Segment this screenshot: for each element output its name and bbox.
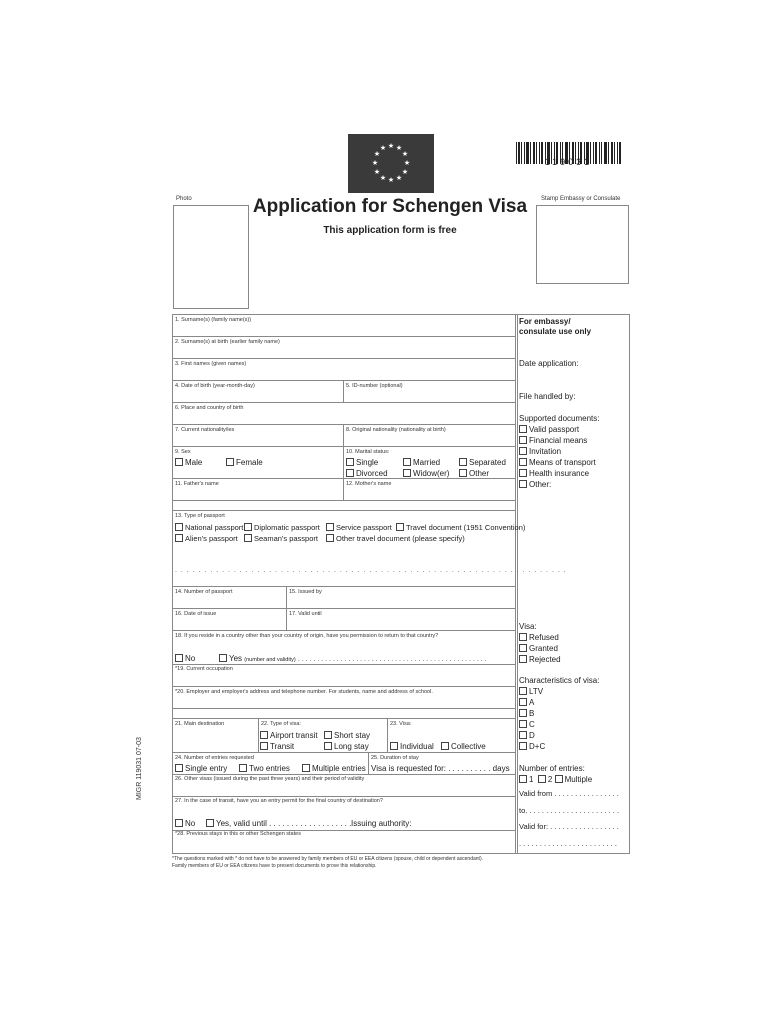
- barcode-number: 119031: [544, 157, 593, 167]
- side-date-application: Date application:: [519, 359, 579, 368]
- checkbox-icon[interactable]: [244, 523, 252, 531]
- passport-alien-option[interactable]: Alien's passport: [175, 534, 238, 543]
- field-26-label: 26. Other visas (issued during the past three years) and their period of validity: [175, 776, 365, 782]
- field-9-label: 9. Sex: [175, 449, 191, 455]
- side-entries-options[interactable]: 1 2 Multiple: [519, 775, 592, 784]
- checkbox-icon[interactable]: [175, 764, 183, 772]
- field-1-label: 1. Surname(s) (family name(s)): [175, 317, 252, 323]
- field-24-label: 24. Number of entries requested: [175, 755, 254, 761]
- photo-label: Photo: [176, 196, 192, 202]
- eu-flag: [348, 134, 434, 193]
- visa-short-stay-option[interactable]: Short stay: [324, 731, 370, 740]
- checkbox-icon[interactable]: [175, 819, 183, 827]
- side-valid-passport[interactable]: Valid passport: [519, 425, 579, 434]
- svg-text:★: ★: [371, 159, 379, 167]
- passport-seaman-option[interactable]: Seaman's passport: [244, 534, 318, 543]
- photo-box: [173, 205, 249, 309]
- side-type-dc[interactable]: D+C: [519, 742, 545, 751]
- page-subtitle: This application form is free: [323, 225, 457, 236]
- side-means-transport[interactable]: Means of transport: [519, 458, 596, 467]
- checkbox-icon[interactable]: [260, 731, 268, 739]
- entries-multiple-option[interactable]: Multiple entries: [302, 764, 366, 773]
- checkbox-icon[interactable]: [302, 764, 310, 772]
- stamp-label: Stamp Embassy or Consulate: [541, 196, 621, 202]
- field-18-label: 18. If you reside in a country other than your country of origin, have you permission to return to that country?: [175, 633, 439, 639]
- checkbox-icon[interactable]: [441, 742, 449, 750]
- side-number-entries: Number of entries:: [519, 764, 585, 773]
- marital-divorced-option[interactable]: Divorced: [346, 469, 388, 478]
- side-dots[interactable]: . . . . . . . . . . . . . . . . . . . . . . . .: [519, 839, 617, 848]
- svg-text:★: ★: [395, 174, 403, 182]
- checkbox-icon[interactable]: [403, 458, 411, 466]
- side-type-a[interactable]: A: [519, 698, 534, 707]
- stamp-box: [536, 205, 629, 284]
- field-11-label: 11. Father's name: [175, 481, 219, 487]
- field-17-label: 17. Valid until: [289, 611, 322, 617]
- svg-text:★: ★: [401, 168, 409, 176]
- checkbox-icon[interactable]: [538, 775, 546, 783]
- checkbox-icon[interactable]: [346, 458, 354, 466]
- entry-permit-yes-option[interactable]: Yes, valid until . . . . . . . . . . . . . . . . . . . .: [206, 819, 356, 828]
- page-title: Application for Schengen Visa: [252, 196, 528, 217]
- field-25-label: 25. Duration of stay: [371, 755, 419, 761]
- svg-text:★: ★: [395, 144, 403, 152]
- checkbox-icon[interactable]: [519, 469, 527, 477]
- marital-other-option[interactable]: Other: [459, 469, 489, 478]
- checkbox-icon[interactable]: [519, 480, 527, 488]
- visa-collective-option[interactable]: Collective: [441, 742, 486, 751]
- sex-female-option[interactable]: Female: [226, 458, 263, 467]
- checkbox-icon[interactable]: [396, 523, 404, 531]
- svg-text:★: ★: [373, 168, 381, 176]
- marital-married-option[interactable]: Married: [403, 458, 440, 467]
- checkbox-icon[interactable]: [219, 654, 227, 662]
- checkbox-icon[interactable]: [519, 775, 527, 783]
- marital-single-option[interactable]: Single: [346, 458, 378, 467]
- passport-other-dotline[interactable]: . . . . . . . . . . . . . . . . . . . . . . . . . . . . . . . . . . . . . . . . . . . . . . . . . . . . . . . . . . . . . . . . . . .: [175, 567, 567, 574]
- passport-diplomatic-option[interactable]: Diplomatic passport: [244, 523, 320, 532]
- marital-widow-option[interactable]: Widow(er): [403, 469, 449, 478]
- field-6-label: 6. Place and country of birth: [175, 405, 244, 411]
- field-3-label: 3. First names (given names): [175, 361, 247, 367]
- side-financial-means[interactable]: Financial means: [519, 436, 587, 445]
- visa-transit-option[interactable]: Transit: [260, 742, 294, 751]
- side-type-d[interactable]: D: [519, 731, 535, 740]
- field-16-label: 16. Date of issue: [175, 611, 217, 617]
- checkbox-icon[interactable]: [519, 709, 527, 717]
- side-to[interactable]: to. . . . . . . . . . . . . . . . . . . . . . .: [519, 806, 620, 815]
- visa-long-stay-option[interactable]: Long stay: [324, 742, 369, 751]
- field-13-label: 13. Type of passport: [175, 513, 225, 519]
- marital-separated-option[interactable]: Separated: [459, 458, 506, 467]
- checkbox-icon[interactable]: [519, 458, 527, 466]
- checkbox-icon[interactable]: [519, 436, 527, 444]
- field-12-label: 12. Mother's name: [346, 481, 392, 487]
- checkbox-icon[interactable]: [324, 742, 332, 750]
- checkbox-icon[interactable]: [403, 469, 411, 477]
- svg-text:★: ★: [403, 159, 411, 167]
- side-valid-for[interactable]: Valid for: . . . . . . . . . . . . . . . . .: [519, 822, 619, 831]
- checkbox-icon[interactable]: [324, 731, 332, 739]
- svg-text:★: ★: [387, 176, 395, 184]
- passport-travel-doc-option[interactable]: Travel document (1951 Convention): [396, 523, 525, 532]
- side-refused[interactable]: Refused: [519, 633, 559, 642]
- side-visa: Visa:: [519, 622, 537, 631]
- svg-text:★: ★: [387, 142, 395, 150]
- field-15-label: 15. Issued by: [289, 589, 322, 595]
- field-22-label: 22. Type of visa:: [261, 721, 301, 727]
- checkbox-icon[interactable]: [519, 742, 527, 750]
- passport-national-option[interactable]: National passport: [175, 523, 243, 532]
- checkbox-icon[interactable]: [555, 775, 563, 783]
- return-no-option[interactable]: No: [175, 654, 195, 663]
- checkbox-icon[interactable]: [519, 655, 527, 663]
- checkbox-icon[interactable]: [519, 720, 527, 728]
- checkbox-icon[interactable]: [226, 458, 234, 466]
- footer-line-2: Family members of EU or EEA citizens have to present documents to prove this relationship.: [172, 863, 377, 869]
- side-ltv[interactable]: LTV: [519, 687, 543, 696]
- svg-text:★: ★: [373, 150, 381, 158]
- eu-stars-icon: [348, 134, 434, 193]
- checkbox-icon[interactable]: [206, 819, 214, 827]
- field-5-label: 5. ID-number (optional): [346, 383, 403, 389]
- checkbox-icon[interactable]: [519, 425, 527, 433]
- entry-permit-no-option[interactable]: No: [175, 819, 195, 828]
- side-supported-docs: Supported documents:: [519, 414, 600, 423]
- passport-service-option[interactable]: Service passport: [326, 523, 392, 532]
- svg-text:★: ★: [401, 150, 409, 158]
- side-other[interactable]: Other:: [519, 480, 551, 489]
- checkbox-icon[interactable]: [175, 458, 183, 466]
- field-27-label: 27. In the case of transit, have you an entry permit for the final country of destination?: [175, 798, 383, 804]
- field-23-label: 23. Visa:: [390, 721, 412, 727]
- checkbox-icon[interactable]: [519, 633, 527, 641]
- footer-line-1: *The questions marked with * do not have to be answered by family members of EU or EEA citizens (spouse, child or dependent ascendant).: [172, 856, 483, 862]
- field-14-label: 14. Number of passport: [175, 589, 233, 595]
- checkbox-icon[interactable]: [175, 534, 183, 542]
- side-heading-1: For embassy/: [519, 317, 571, 326]
- footer-note: [172, 856, 483, 870]
- sex-male-option[interactable]: Male: [175, 458, 202, 467]
- field-2-label: 2. Surname(s) at birth (earlier family name): [175, 339, 280, 345]
- checkbox-icon[interactable]: [326, 523, 334, 531]
- checkbox-icon[interactable]: [260, 742, 268, 750]
- field-8-label: 8. Original nationality (nationality at birth): [346, 427, 446, 433]
- checkbox-icon[interactable]: [326, 534, 334, 542]
- field-21-label: 21. Main destination: [175, 721, 225, 727]
- visa-airport-transit-option[interactable]: Airport transit: [260, 731, 318, 740]
- entries-two-option[interactable]: Two entries: [239, 764, 290, 773]
- field-28-label: *28. Previous stays in this or other Schengen states: [175, 831, 301, 837]
- field-20-label: *20. Employer and employer's address and telephone number. For students, name and address of school.: [175, 689, 433, 695]
- checkbox-icon[interactable]: [519, 687, 527, 695]
- field-19-label: *19. Current occupation: [175, 666, 233, 672]
- passport-other-option[interactable]: Other travel document (please specify): [326, 534, 465, 543]
- checkbox-icon[interactable]: [175, 654, 183, 662]
- field-4-label: 4. Date of birth (year-month-day): [175, 383, 255, 389]
- side-rejected[interactable]: Rejected: [519, 655, 561, 664]
- checkbox-icon[interactable]: [239, 764, 247, 772]
- field-10-label: 10. Marital status:: [346, 449, 390, 455]
- issuing-authority-field[interactable]: Issuing authority:: [351, 819, 412, 828]
- checkbox-icon[interactable]: [519, 644, 527, 652]
- form-main: [172, 314, 518, 854]
- side-file-handled: File handled by:: [519, 392, 576, 401]
- svg-text:★: ★: [379, 174, 387, 182]
- side-granted[interactable]: Granted: [519, 644, 558, 653]
- checkbox-icon[interactable]: [519, 698, 527, 706]
- side-valid-from[interactable]: Valid from . . . . . . . . . . . . . . . .: [519, 789, 619, 798]
- checkbox-icon[interactable]: [390, 742, 398, 750]
- duration-days-field[interactable]: Visa is requested for: . . . . . . . . . . days: [371, 764, 510, 773]
- checkbox-icon[interactable]: [175, 523, 183, 531]
- field-7-label: 7. Current nationality/ies: [175, 427, 235, 433]
- side-characteristics: Characteristics of visa:: [519, 676, 600, 685]
- form-code: MIGR 119031 07-03: [136, 737, 143, 800]
- side-invitation[interactable]: Invitation: [519, 447, 561, 456]
- checkbox-icon[interactable]: [244, 534, 252, 542]
- side-health-insurance[interactable]: Health insurance: [519, 469, 589, 478]
- checkbox-icon[interactable]: [346, 469, 354, 477]
- visa-individual-option[interactable]: Individual: [390, 742, 434, 751]
- side-heading-2: consulate use only: [519, 327, 592, 336]
- side-type-c[interactable]: C: [519, 720, 535, 729]
- checkbox-icon[interactable]: [459, 458, 467, 466]
- checkbox-icon[interactable]: [519, 447, 527, 455]
- svg-text:★: ★: [379, 144, 387, 152]
- return-yes-option[interactable]: Yes (number and validity) . . . . . . . . . . . . . . . . . . . . . . . . . . . . . . . . . . . . . . . . . . . . . . . . .: [219, 654, 487, 663]
- side-type-b[interactable]: B: [519, 709, 534, 718]
- checkbox-icon[interactable]: [459, 469, 467, 477]
- checkbox-icon[interactable]: [519, 731, 527, 739]
- entries-single-option[interactable]: Single entry: [175, 764, 227, 773]
